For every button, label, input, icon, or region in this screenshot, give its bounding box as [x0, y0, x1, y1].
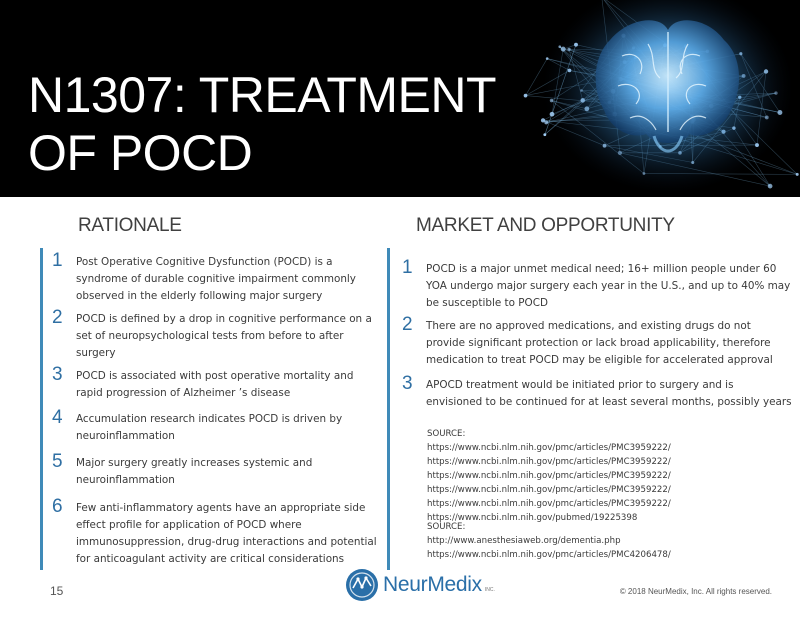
- rationale-item-6: [52, 496, 377, 568]
- copyright-notice: © 2018 NeurMedix, Inc. All rights reserved.: [619, 587, 772, 596]
- source-link[interactable]: https://www.ncbi.nlm.nih.gov/pmc/articles/PMC3959222/: [427, 457, 671, 467]
- rationale-heading: RATIONALE: [78, 215, 182, 236]
- company-logo: [345, 568, 495, 602]
- rationale-item-4: [52, 407, 343, 445]
- market-item-2: [402, 314, 773, 369]
- market-item-line: envisioned to be continued for at least several months, possibly years: [426, 396, 792, 408]
- market-heading: MARKET AND OPPORTUNITY: [416, 215, 675, 236]
- rationale-item-line: immunosuppression, drug-drug interactions and potential: [76, 536, 377, 548]
- market-item-number: 2: [402, 314, 413, 335]
- rationale-item-line: for anticoagulant activity are critical considerations: [76, 553, 345, 565]
- market-item-line: medication to treat POCD may be eligible for accelerated approval: [426, 354, 773, 366]
- source-label: SOURCE:: [427, 429, 466, 439]
- source-link[interactable]: https://www.ncbi.nlm.nih.gov/pubmed/19225398: [427, 513, 638, 523]
- rationale-item-line: Major surgery greatly increases systemic and: [76, 457, 313, 469]
- rationale-item-3: [52, 364, 354, 402]
- source-link[interactable]: https://www.ncbi.nlm.nih.gov/pmc/articles/PMC3959222/: [427, 485, 671, 495]
- rationale-item-2: [52, 307, 372, 362]
- rationale-item-text: [76, 368, 353, 402]
- rationale-item-number: 6: [52, 496, 63, 517]
- title-banner: [0, 0, 800, 197]
- logo-text: NeurMedix: [383, 573, 482, 596]
- rationale-item-number: 5: [52, 451, 63, 472]
- rationale-item-line: set of neuropsychological tests from before to after: [76, 330, 344, 342]
- market-item-number: 3: [402, 373, 413, 394]
- rationale-item-text: [76, 500, 377, 568]
- source-link[interactable]: https://www.ncbi.nlm.nih.gov/pmc/articles/PMC3959222/: [427, 443, 671, 453]
- market-item-text: [426, 377, 792, 411]
- rationale-item-number: 2: [52, 307, 63, 328]
- rationale-item-line: POCD is defined by a drop in cognitive performance on a: [76, 313, 372, 325]
- title-line-1: N1307: TREATMENT: [28, 67, 497, 123]
- rationale-item-line: effect profile for application of POCD where: [76, 519, 302, 531]
- source-block-2: [427, 520, 671, 562]
- rationale-item-text: [76, 254, 356, 305]
- rationale-item-line: rapid progression of Alzheimer ’s disease: [76, 387, 291, 399]
- rationale-item-line: neuroinflammation: [76, 474, 175, 486]
- rationale-item-line: Few anti-inflammatory agents have an appropriate side: [76, 502, 366, 514]
- title-line-2: OF POCD: [28, 125, 253, 181]
- rationale-item-number: 4: [52, 407, 63, 428]
- rationale-item-line: Accumulation research indicates POCD is driven by: [76, 413, 343, 425]
- source-link[interactable]: https://www.ncbi.nlm.nih.gov/pmc/articles/PMC3959222/: [427, 499, 671, 509]
- rationale-item-line: POCD is associated with post operative mortality and: [76, 370, 354, 382]
- market-item-number: 1: [402, 257, 413, 278]
- rationale-item-number: 3: [52, 364, 63, 385]
- source-label: SOURCE:: [427, 522, 466, 532]
- neurmedix-logo-icon: [345, 568, 379, 602]
- market-item-line: POCD is a major unmet medical need; 16+ million people under 60: [426, 263, 777, 275]
- rationale-item-line: syndrome of durable cognitive impairment commonly: [76, 273, 356, 285]
- rationale-item-line: surgery: [76, 347, 116, 359]
- market-divider: [387, 248, 390, 570]
- market-item-text: [426, 318, 773, 369]
- rationale-item-text: [76, 411, 342, 445]
- rationale-item-1: [52, 250, 356, 305]
- market-item-line: provide significant protection or lack broad applicability, therefore: [426, 337, 771, 349]
- page-number: 15: [50, 584, 64, 598]
- market-item-line: APOCD treatment would be initiated prior to surgery and is: [426, 379, 734, 391]
- market-item-line: There are no approved medications, and existing drugs do not: [426, 320, 751, 332]
- rationale-item-number: 1: [52, 250, 63, 271]
- market-item-text: [426, 261, 790, 312]
- source-link[interactable]: https://www.ncbi.nlm.nih.gov/pmc/articles/PMC3959222/: [427, 471, 671, 481]
- page-title: [28, 66, 498, 182]
- source-link[interactable]: http://www.anesthesiaweb.org/dementia.php: [427, 536, 621, 546]
- source-block-1: [427, 427, 671, 525]
- market-item-1: [402, 257, 791, 312]
- logo-suffix: INC.: [484, 587, 495, 593]
- market-item-line: be susceptible to POCD: [426, 297, 548, 309]
- source-link[interactable]: https://www.ncbi.nlm.nih.gov/pmc/articles/PMC4206478/: [427, 550, 671, 560]
- market-item-line: YOA undergo major surgery each year in the U.S., and up to 40% may: [426, 280, 791, 292]
- rationale-item-line: observed in the elderly following major surgery: [76, 290, 323, 302]
- rationale-item-text: [76, 455, 312, 489]
- rationale-divider: [40, 248, 43, 570]
- rationale-item-line: Post Operative Cognitive Dysfunction (POCD) is a: [76, 256, 333, 268]
- rationale-item-5: [52, 451, 313, 489]
- market-item-3: [402, 373, 792, 411]
- rationale-item-line: neuroinflammation: [76, 430, 175, 442]
- rationale-item-text: [76, 311, 372, 362]
